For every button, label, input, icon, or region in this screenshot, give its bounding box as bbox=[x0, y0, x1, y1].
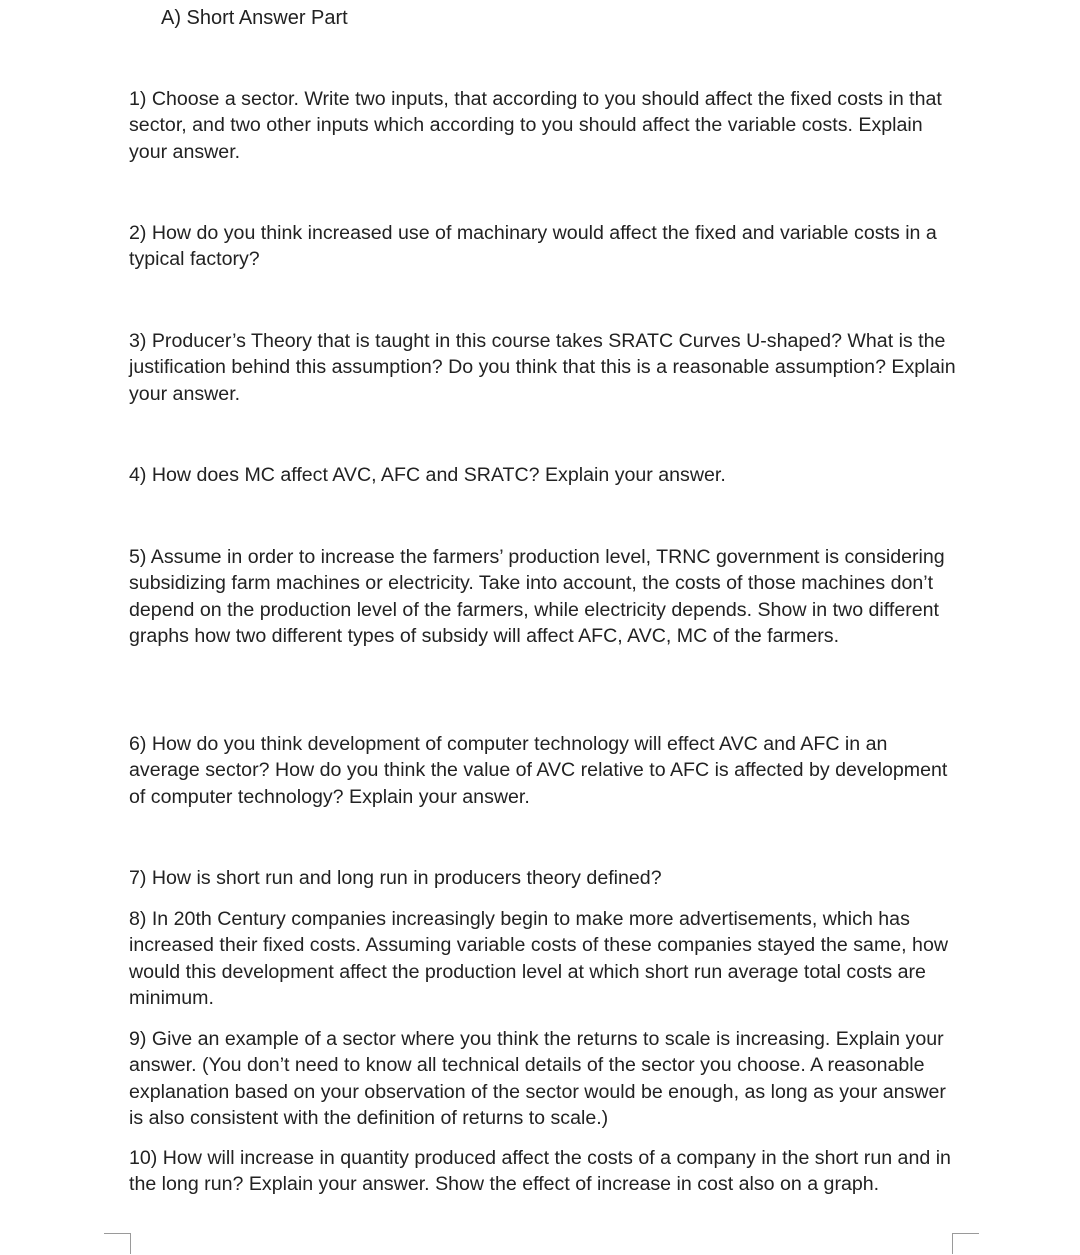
page-corner-mark-left bbox=[104, 1233, 131, 1254]
page-corner-mark-right bbox=[952, 1233, 979, 1254]
question-5: 5) Assume in order to increase the farmers’ production level, TRNC government is considering subsidizing farm machines or electricity. Take into account, the costs of those machines don’t depend on the production level of the farmers, while electricity depends. Show in two different graphs how two different types of subsidy will affect AFC, AVC, MC of the farmers. bbox=[129, 546, 945, 648]
question-4: 4) How does MC affect AVC, AFC and SRATC? Explain your answer. bbox=[129, 464, 726, 486]
section-heading: A) Short Answer Part bbox=[161, 7, 348, 29]
question-1: 1) Choose a sector. Write two inputs, that according to you should affect the fixed costs in that sector, and two other inputs which according to you should affect the variable costs. Explain your answer. bbox=[129, 88, 942, 163]
question-7: 7) How is short run and long run in producers theory defined? bbox=[129, 867, 662, 889]
question-9: 9) Give an example of a sector where you think the returns to scale is increasing. Explain your answer. (You don’t need to know all technical details of the sector you choose. A reasonable explanation based on your observation of the sector would be enough, as long as your answer is also consistent with the definition of returns to scale.) bbox=[129, 1028, 946, 1130]
question-10: 10) How will increase in quantity produced affect the costs of a company in the short run and in the long run? Explain your answer. Show the effect of increase in cost also on a graph. bbox=[129, 1147, 951, 1196]
question-6: 6) How do you think development of computer technology will effect AVC and AFC in an average sector? How do you think the value of AVC relative to AFC is affected by development of computer technology? Explain your answer. bbox=[129, 733, 948, 808]
question-8: 8) In 20th Century companies increasingly begin to make more advertisements, which has increased their fixed costs. Assuming variable costs of these companies stayed the same, how would this development affect the production level at which short run average total costs are minimum. bbox=[129, 908, 948, 1010]
question-2: 2) How do you think increased use of machinary would affect the fixed and variable costs in a typical factory? bbox=[129, 222, 937, 271]
question-3: 3) Producer’s Theory that is taught in this course takes SRATC Curves U-shaped? What is the justification behind this assumption? Do you think that this is a reasonable assumption? Explain your answer. bbox=[129, 330, 956, 405]
